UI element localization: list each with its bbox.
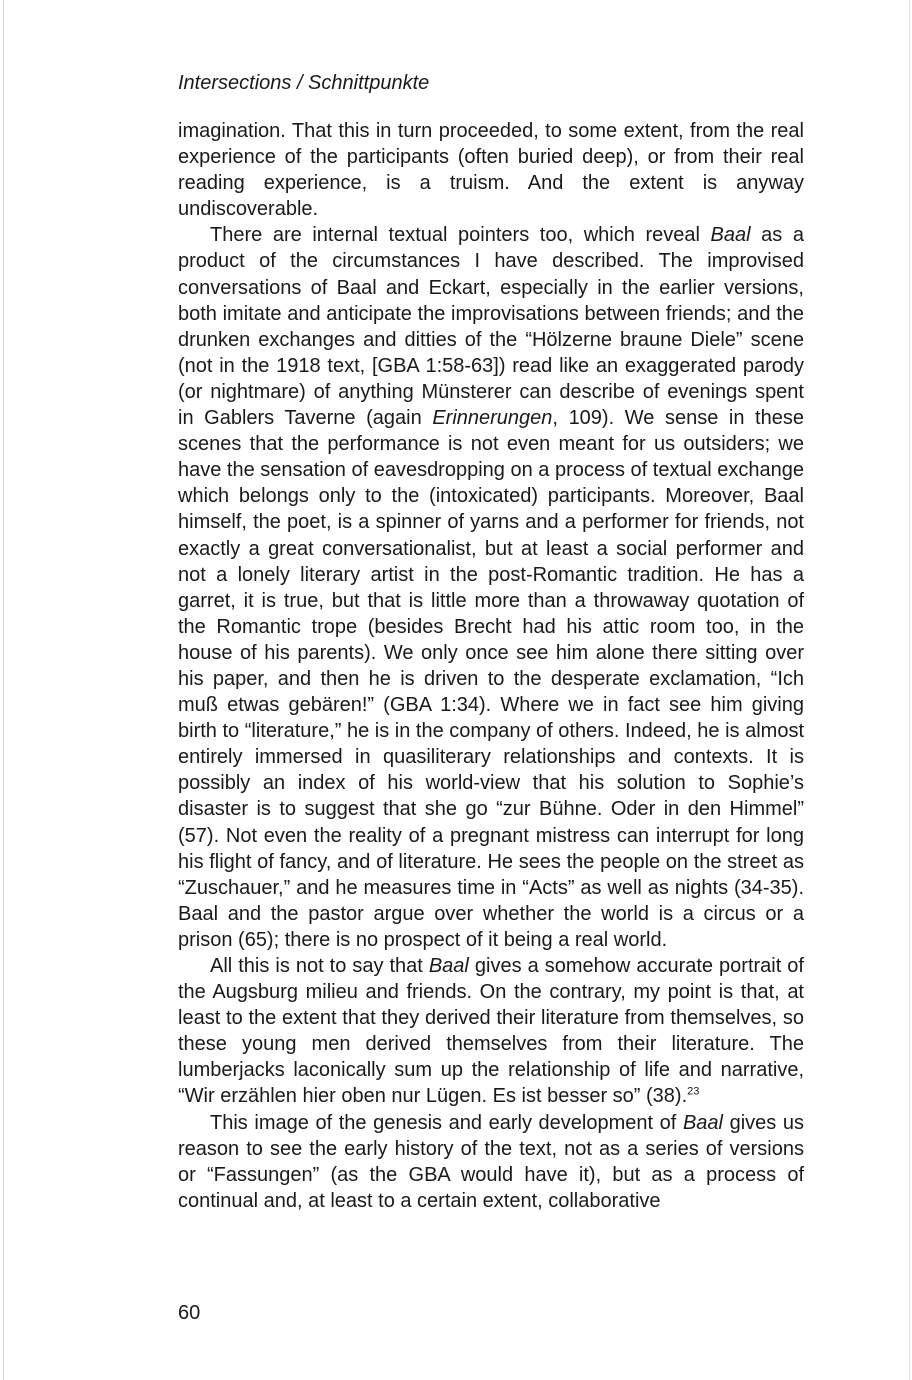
text-run: There are internal textual pointers too, which reveal [210,224,711,247]
text-run: imagination. That this in turn proceeded, to some extent, from the real experience of the participants (often buried deep), or from their real reading experience, is a truism. And the extent is anyway undiscoverable. [178,120,804,221]
paragraph-4 [178,1110,804,1214]
body-text [178,118,804,1214]
page-number: 60 [178,1302,201,1324]
paragraph-1 [178,118,804,222]
page-edge-right [909,0,910,1380]
italic-title: Baal [710,224,751,247]
page-edge-left [3,0,4,1380]
paragraph-2 [178,222,804,953]
text-run: gives a somehow accurate portrait of the Augsburg milieu and friends. On the contrary, my point is that, at least to the extent that they derived their literature from themselves, so these young men derived themselves from their literature. The lumberjacks laconically sum up the relationship of life and narrative, “Wir erzählen hier oben nur Lügen. Es ist besser so” (38). [178,955,804,1108]
footnote-ref: 23 [687,1085,700,1098]
italic-title: Baal [682,1111,723,1134]
italic-title: Baal [428,955,469,977]
running-head: Intersections / Schnittpunkte [178,72,430,94]
italic-title: Erinnerungen [432,407,553,430]
text-run: gives us reason to see the early history of the text, not as a series of versions or “Fassungen” (as the GBA would have it), but as a process of continual and, at least to a certain extent, collaborative [178,1111,804,1212]
text-run: , 109). We sense in these scenes that the performance is not even meant for us outsiders; we have the sensation of eavesdropping on a process of textual exchange which belongs only to the (intoxicated) participants. Moreover, Baal himself, the poet, is a spinner of yarns and a performer for friends, not exactly a great conversationalist, but at least a social performer and not a lonely literary artist in the post-Romantic tradition. He has a garret, it is true, but that is little more than a throwaway quotation of the Romantic trope (besides Brecht had his attic room too, in the house of his parents). We only once see him alone there sitting over his paper, and then he is driven to the desperate exclamation, “Ich muß etwas gebären!” (GBA 1:34). Where we in fact see him giving birth to “literature,” he is in the company of others. Indeed, he is almost entirely immersed in quasiliterary relationships and contexts. It is possibly an index of his world-view that his solution to Sophie’s disaster is to suggest that she go “zur Bühne. Oder in den Himmel” (57). Not even the reality of a pregnant mistress can interrupt for long his flight of fancy, and of literature. He sees the people on the street as “Zuschauer,” and he measures time in “Acts” as well as nights (34-35). Baal and the pastor argue over whether the world is a circus or a prison (65); there is no prospect of it being a real world. [178,407,804,951]
text-run: This image of the genesis and early development of [210,1111,683,1134]
text-run: All this is not to say that [210,955,429,977]
text-run: as a product of the circumstances I have described. The improvised conversations of Baal and Eckart, especially in the earlier versions, both imitate and anticipate the improvisations between friends; and the drunken exchanges and ditties of the “Hölzerne braune Diele” scene (not in the 1918 text, [GBA 1:58-63]) read like an exaggerated parody (or nightmare) of anything Münsterer can describe of evenings spent in Gablers Taverne (again [178,224,805,430]
paragraph-3 [178,953,804,1110]
